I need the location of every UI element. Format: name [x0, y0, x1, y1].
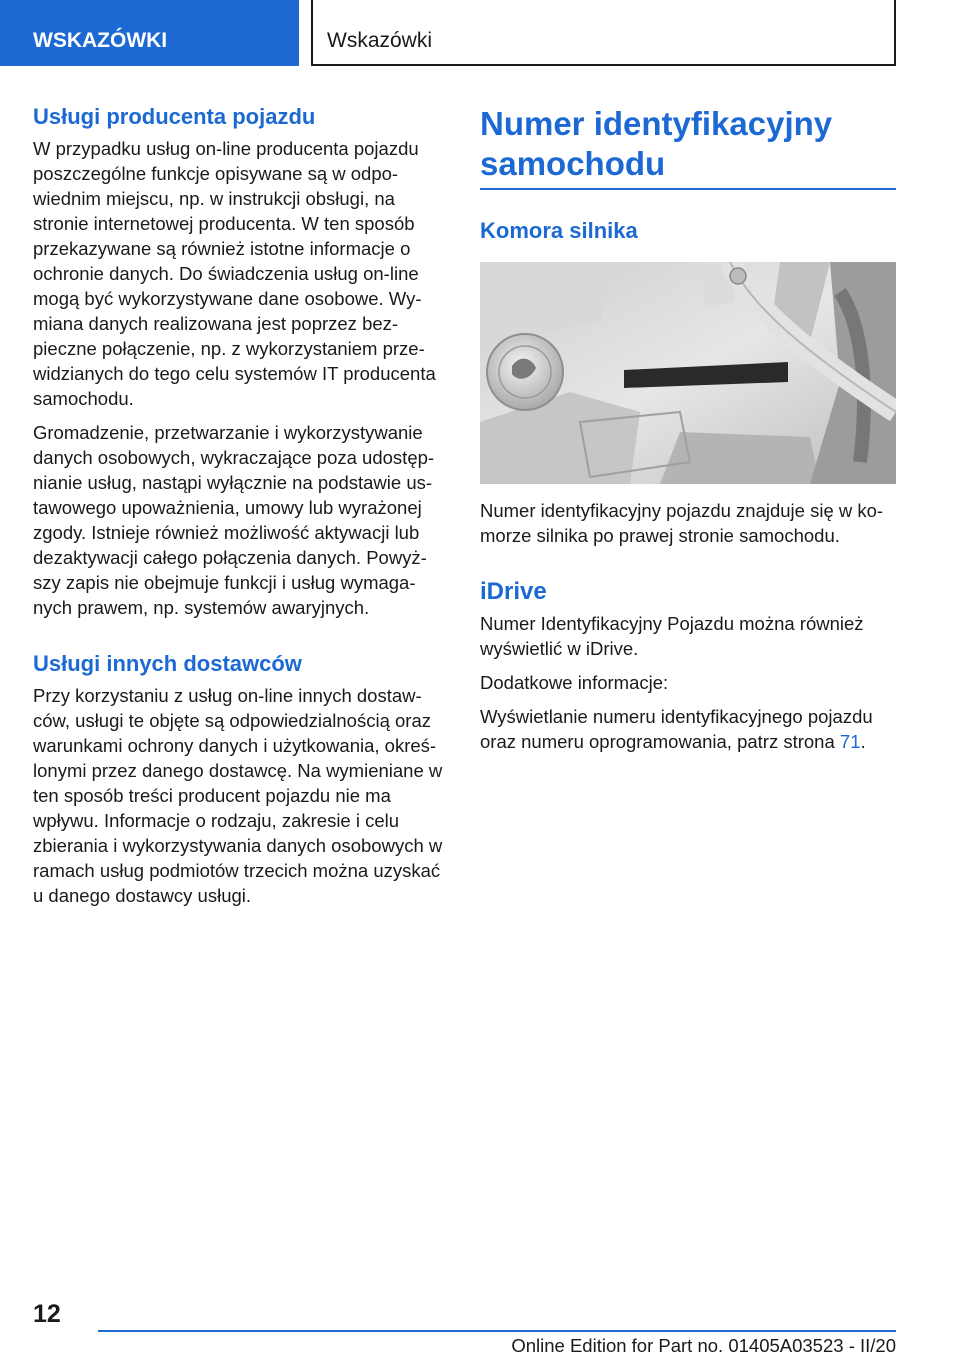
section-tab: WSKAZÓWKI — [0, 0, 299, 66]
more-info-text: Wyświetlanie numeru identyfikacyjnego pojazdu oraz numeru oprogramowania, patrz strona — [480, 706, 873, 752]
heading-vehicle-id-number: Numer identyfikacyjny samochodu — [480, 104, 896, 190]
paragraph-manufacturer-services-1: W przypadku usług on-line producenta pojazdu poszczególne funkcje opisywane są w odpo-wiednim miejscu, np. w instrukcji obsługi, na stronie internetowej producenta. W ten sposób przekazywane są również istotne informacje o ochronie danych. Do świadczenia usług on-line mogą być wykorzystywane dane osobowe. Wy-miana danych realizowana jest poprzez bez-pieczne połączenie, np. z wykorzystaniem prze-widzianych do tego celu systemów IT producenta samochodu. — [33, 138, 436, 409]
footer-edition: Online Edition for Part no. 01405A03523 - II/20 — [511, 1335, 896, 1356]
paragraph-more-info — [480, 704, 896, 754]
paragraph-more-info-label: Dodatkowe informacje: — [480, 672, 669, 693]
page-number: 12 — [33, 1300, 61, 1328]
heading-other-providers: Usługi innych dostawców — [33, 651, 302, 676]
section-title: Wskazówki — [311, 0, 896, 66]
left-column — [33, 100, 447, 917]
heading-idrive: iDrive — [480, 578, 547, 605]
paragraph-idrive: Numer Identyfikacyjny Pojazdu można również wyświetlić w iDrive. — [480, 613, 864, 659]
footer-divider — [98, 1330, 896, 1332]
paragraph-manufacturer-services-2: Gromadzenie, przetwarzanie i wykorzystywanie danych osobowych, wykraczające poza udostęp-nianie usług, nastąpi wyłącznie na podstawie us-tawowego upoważnienia, umowy lub wyrażonej zgody. Istnieje również możliwość aktywacji lub dezaktywacji całego połączenia danych. Powyż-szy zapis nie obejmuje funkcji i usług wymaga-nych prawem, np. systemów awaryjnych. — [33, 422, 435, 618]
paragraph-engine-compartment: Numer identyfikacyjny pojazdu znajduje się w ko-morze silnika po prawej stronie samochodu. — [480, 500, 884, 546]
paragraph-other-providers: Przy korzystaniu z usług on-line innych dostaw-ców, usługi te objęte są odpowiedzialnością oraz warunkami ochrony danych i użytkowania, okreś-lonymi przez danego dostawcę. Na wymieniane w ten sposób treści producent pojazdu nie ma wpływu. Informacje o rodzaju, zakresie i celu zbierania i wykorzystywania danych osobowych w ramach usług podmiotów trzecich można uzyskać u danego dostawcy usługi. — [33, 685, 443, 906]
page-header — [0, 0, 960, 66]
engine-compartment-photo — [480, 262, 896, 484]
right-column — [480, 100, 896, 763]
heading-manufacturer-services: Usługi producenta pojazdu — [33, 104, 316, 129]
heading-engine-compartment: Komora silnika — [480, 218, 638, 243]
page-reference-link[interactable]: 71 — [839, 731, 861, 752]
more-info-end: . — [860, 731, 866, 752]
